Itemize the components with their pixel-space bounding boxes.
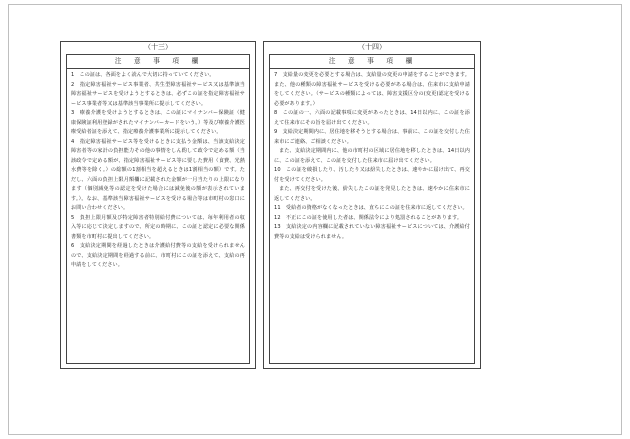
note-6: 6 支給決定期間を経過したときは介護給付費等の支給を受けられませんので、支給決定期間を経過する前に、市町村にこの証を添えて、支給の再申請をしてください。 — [71, 243, 245, 268]
note-11: 11 受給者の資格がなくなったときは、直ちにこの証を住来市に返してください。 — [274, 205, 468, 211]
note-2: 2 指定障害福祉サービス事業者、共生型障害福祉サービス又は基準該当障害福祉サービスを受けようとするときは、必ずこの証を指定障害福祉サービス事業者等又は基準該当事業所に提示してください。 — [71, 81, 245, 107]
notes-panel-13 — [66, 54, 250, 364]
note-3: 3 療養介護を受けようとするときは、この証にマイナンバー保険証（健康保険証利用登録がされたマイナンバーカードをいう。）等及び療養介護医療受給者証を添えて、指定療養介護事業所に提示してください。 — [71, 110, 245, 135]
sheet-14 — [263, 41, 481, 369]
sheet-number-14: （十四） — [358, 43, 386, 51]
notes-heading-14: 注 意 事 項 欄 — [270, 55, 474, 69]
note-13: 13 支給決定の内容欄に記載されていない障害福祉サービスについては、介護給付費等の支給は受けられません。 — [274, 224, 470, 240]
note-9: 9 支給決定期間内に、居住地を移そうとする場合は、事前に、この証を交付した住来市にご連絡、ご相談ください。 — [274, 129, 470, 145]
note-4: 4 指定障害福祉サービス等を受けるときに支払う金額は、当該支給決定障害者等の家計の負担能力その他の事情をしん酌して政令で定める額（当該政令で定める額が、指定障害福祉サービス等に要した費用（食費、光熱水費等を除く。）の総額の1割相当を超えるときは1割相当の額）です。ただし、六面の負担上限月額欄に記載された金額が一月当たりの上限になります（個別減免等の認定を受けた場合には減免後の額が表示されています。）。なお、基準該当障害福祉サービスを受ける場合等は市町村の窓口にお問い合わせください。 — [71, 138, 245, 211]
notes-heading-13: 注 意 事 項 欄 — [67, 55, 249, 69]
note-9-continuation: また、支給決定期間内に、他の市町村の区域に居住地を移したときは、14日以内に、この証を添えて、この証を交付した住来市に届け出てください。 — [274, 148, 470, 164]
note-12: 12 不正にこの証を使用した者は、関係法令により処罰されることがあります。 — [274, 214, 463, 221]
note-8: 8 この証の一、六面の記載事項に変更があったときは、14日以内に、この証を添えて住来市にその旨を届け出てください。 — [274, 110, 470, 126]
note-10: 10 この証を破損したり、汚したり又は紛失したときは、速やかに届け出て、再交付を受けてください。 — [274, 167, 470, 183]
note-5: 5 負担上限月額及び特定障害者特別給付費については、毎年利用者の収入等に応じて決定しますので、所定の時期に、この証と認定に必要な関係書類を市町村に提出してください。 — [71, 214, 245, 240]
notes-body-14 — [270, 69, 474, 242]
notes-panel-14 — [269, 54, 475, 364]
notes-body-13 — [67, 69, 249, 271]
note-10-continuation: また、再交付を受けた後、紛失したこの証を発見したときは、速やかに住来市に返してください。 — [274, 186, 470, 202]
note-1: 1 この証は、各面をよく読んで大切に持っていてください。 — [71, 72, 215, 78]
sheet-number-13: （十三） — [144, 43, 172, 51]
note-7: 7 支給量の変更を必要とする場合は、支給量の変更の申請をすることができます。また、他の種類の障害福祉サービスを受ける必要がある場合は、住来市に支給申請をしてください。（サービスの種類によっては、障害支援区分の(変更)認定を受ける必要があります。） — [274, 72, 470, 107]
sheet-13 — [60, 41, 256, 369]
